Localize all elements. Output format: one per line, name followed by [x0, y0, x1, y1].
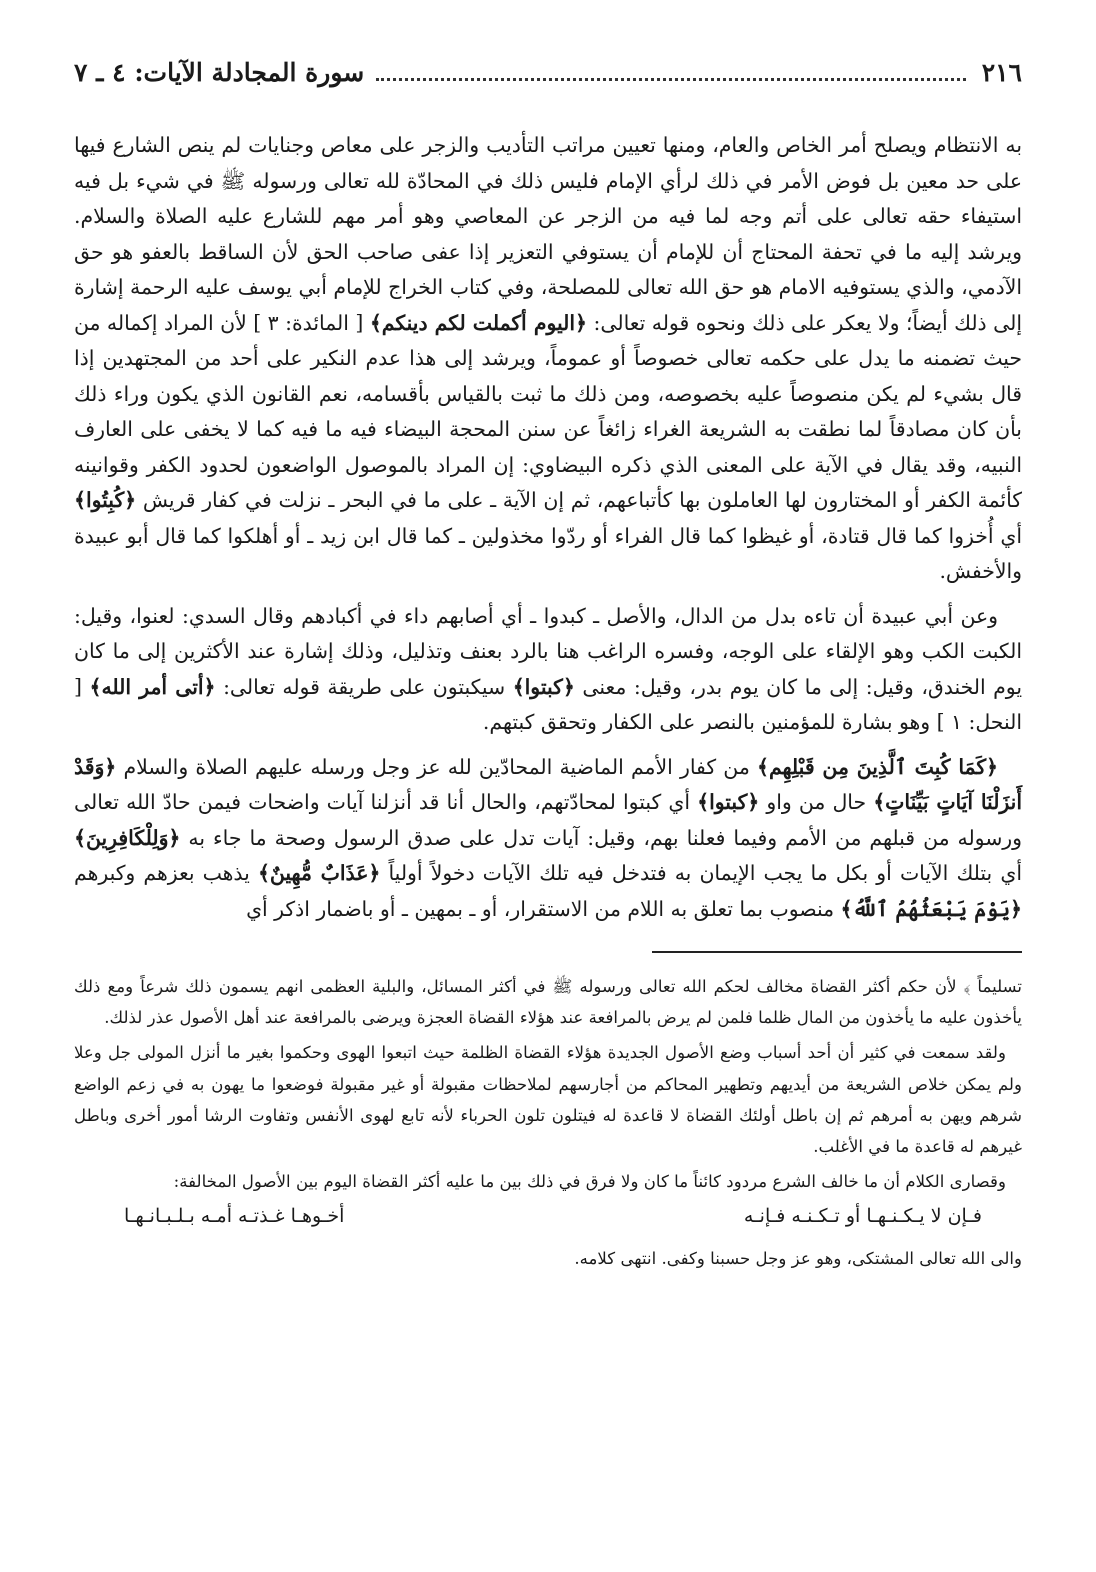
- text-run: أي كبتوا لمحادّتهم، والحال أنا قد أنزلنا آيات واضحات فيمن حادّ الله تعالى ورسوله من قبلهم من الأمم وفيما فعلنا بهم، وقيل: آيات تدل على صدق الرسول وصحة ما جاء به: [74, 790, 1022, 850]
- paragraph: [74, 750, 1022, 928]
- footnote-paragraph: وقصارى الكلام أن ما خالف الشرع مردود كائناً ما كان ولا فرق في ذلك بين ما عليه أكثر القضاة اليوم بين الأصول المخالفة:: [173, 1172, 1006, 1192]
- text-run: وعن أبي عبيدة أن تاءه بدل من الدال، والأصل ـ كبدوا ـ أي أصابهم داء في أكبادهم وقال السدي: لعنوا، وقيل: الكبت الكب وهو الإلقاء على الوجه، وفسره الراغب هنا بالرد بعنف وتذليل، وذلك إشارة عند الأكثرين إلى ما كان يوم الخندق، وقيل: إلى ما كان يوم بدر، وقيل: معنى: [74, 603, 1023, 699]
- text-run: أي أُخزوا كما قال قتادة، أو غيظوا كما قال الفراء أو ردّوا مخذولين ـ كما قال ابن زيد ـ أو أهلكوا كما قال أبو عبيدة والأخفش.: [74, 523, 1022, 583]
- text-run: يذهب بعزهم وكبرهم: [74, 861, 250, 885]
- text-run: أي بتلك الآيات أو بكل ما يجب الإيمان به فتدخل فيه تلك الآيات دخولاً أولياً: [388, 861, 1022, 885]
- text-run: حال من واو: [766, 790, 867, 814]
- quran-quote: ﴿وَلِلْكَافِرِينَ﴾: [74, 825, 181, 850]
- page-header: [74, 58, 1022, 98]
- footnotes: [74, 971, 1022, 1274]
- paragraph: [74, 128, 1022, 590]
- verse-first-hemistich: فـإن لا يـكـنـهـا أو تـكـنـه فـإنـه: [743, 1205, 982, 1228]
- footnote-separator: [652, 951, 1022, 953]
- paragraph: [74, 599, 1022, 741]
- text-run: [ النحل: ١ ] وهو بشارة للمؤمنين بالنصر على الكفار وتحقق كبتهم.: [74, 674, 1022, 734]
- text-run: منصوب بما تعلق به اللام من الاستقرار، أو ـ بمهين ـ أو باضمار اذكر أي: [246, 896, 835, 921]
- quran-quote: ﴿أتى أمر الله﴾: [89, 674, 216, 699]
- footnote-paragraph: تسليماً ﴾ لأن حكم أكثر القضاة مخالف لحكم الله تعالى ورسوله ﷺ في أكثر المسائل، والبلية العظمى انهم يسمون ذلك شرعاً ومع ذلك يأخذون عليه ما يأخذون من المال ظلما فلمن لم يرض بالمرافعة عند هؤلاء القضاة العجزة ويرضى بالمرافعة عند أهل الأصول عذر لذلك.: [74, 977, 1022, 1028]
- text-run: به الانتظام ويصلح أمر الخاص والعام، ومنها تعيين مراتب التأديب والزجر على معاص وجنايات لم ينص الشارع فيها على حد معين بل فوض الأمر في ذلك لرأي الإمام فليس ذلك في المحادّة لله تعالى ورسوله ﷺ في شيء بل فيه استيفاء حقه تعالى على أتم وجه لما فيه من الزجر عن المعاصي وهو أمر مهم للشارع عليه الصلاة والسلام. ويرشد إليه ما في تحفة المحتاج أن للإمام أن يستوفي التعزير إذا عفى صاحب الحق لأن الساقط بالعفو هو حق الآدمي، والذي يستوفيه الامام هو حق الله تعالى للمصلحة، وفي كتاب الخراج للإمام أبي يوسف عليه الرحمة إشارة إلى ذلك أيضاً؛ ولا يعكر على ذلك ونحوه قوله تعالى:: [74, 133, 1022, 335]
- footnote-paragraph: والى الله تعالى المشتكى، وهو عز وجل حسبنا وكفى. انتهى كلامه.: [574, 1248, 1022, 1268]
- text-run: [ المائدة: ٣ ] لأن المراد إكماله من حيث تضمنه ما يدل على حكمه تعالى خصوصاً أو عموماً، ويرشد إلى هذا عدم النكير على أحد من المجتهدين إذا قال بشيء لم يكن منصوصاً عليه بخصوصه، ومن ذلك ما ثبت بالقياس بأقسامه، نعم القانون الذي يكون وراء ذلك بأن كان مصادقاً لما نطقت به الشريعة الغراء زائغاً عن سنن المحجة البيضاء فيه ما فيه كما لا يخفى على العارف النبيه، وقد يقال في الآية على المعنى الذي ذكره البيضاوي: إن المراد بالموصول الواضعون لحدود الكفر وقوانينه كأئمة الكفر أو المختارون لها العاملون بها كأتباعهم، ثم إن الآية ـ على ما في البحر ـ نزلت في كفار قريش: [74, 310, 1022, 512]
- quran-quote: ﴿يَوْمَ يَبْعَثُهُمُ ٱللَّهُ﴾: [840, 896, 1022, 921]
- quran-quote: ﴿وَقَدْ أَنزَلْنَا آيَاتٍ بَيِّنَاتٍ﴾: [74, 754, 1022, 814]
- quran-quote: ﴿عَذَابٌ مُّهِينٌ﴾: [257, 861, 381, 885]
- quran-quote: ﴿كبتوا﴾: [697, 790, 760, 814]
- quran-quote: ﴿كُبِتُوا﴾: [74, 488, 137, 512]
- quran-quote: ﴿كَمَا كُبِتَ ٱلَّذِينَ مِن قَبْلِهِم﴾: [757, 754, 999, 779]
- verse-second-hemistich: أخـوهـا غـذتـه أمـه بـلـبـانـهـا: [124, 1205, 345, 1228]
- text-run: من كفار الأمم الماضية المحادّين لله عز وجل ورسله عليهم الصلاة والسلام: [123, 754, 750, 779]
- footnote-paragraph: ولقد سمعت في كثير أن أحد أسباب وضع الأصول الجديدة هؤلاء القضاة الظلمة حيث اتبعوا الهوى وحكموا بغير ما أنزل المولى جل وعلا ولم يمكن خلاص الشريعة من أيديهم وتطهير المحاكم من أجارسهم لملاحظات مقبولة أو غير مقبولة فوضعوا ما يهون به في زعم الواضع شرهم ويهن به أمرهم ثم إن باطل أولئك القضاة لا قاعدة له فيتلون تلون الحرباء لأنه تابع لهوى الأنفس وتفاوت الرشا أمور أخرى وباطل غيرهم له قاعدة ما في الأغلب.: [74, 1043, 1022, 1157]
- book-page: [74, 58, 1022, 1538]
- main-text: [74, 128, 1022, 927]
- quran-quote: ﴿اليوم أكملت لكم دينكم﴾: [369, 310, 587, 335]
- page-number: ٢١٦: [981, 58, 1022, 87]
- poetry-verse: [74, 1201, 1022, 1232]
- header-dotted-leader: [376, 77, 965, 81]
- running-title: سورة المجادلة الآيات: ٤ ـ ٧: [74, 58, 365, 87]
- text-run: سيكبتون على طريقة قوله تعالى:: [223, 674, 506, 699]
- quran-quote: ﴿كبتوا﴾: [512, 674, 575, 699]
